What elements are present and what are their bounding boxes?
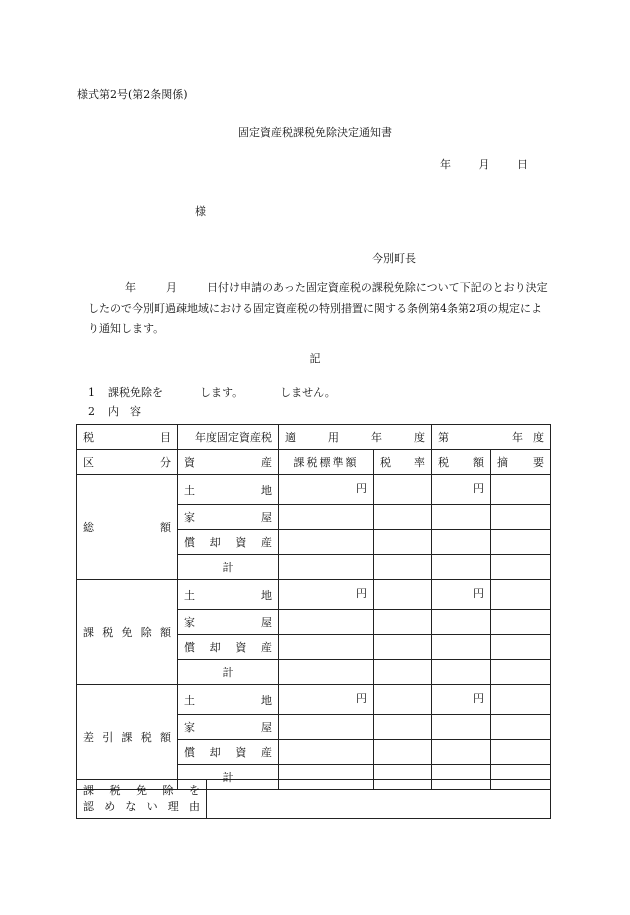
tax-base-yen: 円: [279, 580, 374, 610]
issuer: 今別町長: [372, 252, 416, 265]
addressee: 様: [195, 205, 206, 218]
asset-depreciable: 償 却 資 産: [178, 530, 279, 555]
asset-land: 土 地: [178, 475, 279, 505]
tax-table: [76, 424, 551, 790]
fiscal-year-tax: 年度固定資産税: [178, 425, 279, 450]
body-year: 年: [125, 281, 136, 294]
asset-land: 土 地: [178, 685, 279, 715]
document-title: 固定資産税課税免除決定通知書: [238, 126, 392, 139]
tax-amount-yen: 円: [432, 685, 491, 715]
asset-house: 家 屋: [178, 715, 279, 740]
asset-house: 家 屋: [178, 505, 279, 530]
applicable-year-header: 適 用 年 度: [279, 425, 432, 450]
item-1-option-dont: しません。: [280, 386, 336, 399]
item-2-number: 2: [88, 405, 95, 418]
table-row: [77, 685, 551, 715]
remarks-header: 摘 要: [491, 450, 551, 475]
asset-depreciable: 償 却 資 産: [178, 740, 279, 765]
body-text: 日付け申請のあった固定資産税の課税免除について下記のとおり決定したので今別町過疎地域における固定資産税の特別措置に関する条例第4条第2項の規定により通知します。: [88, 281, 548, 335]
asset-house: 家 屋: [178, 610, 279, 635]
tax-amount-yen: 円: [432, 475, 491, 505]
reason-row: [77, 780, 551, 819]
form-number: 様式第2号(第2条関係): [77, 88, 188, 101]
tax-amount-yen: 円: [432, 580, 491, 610]
tax-base-yen: 円: [279, 475, 374, 505]
section-exemption-label: 課 税 免 除 額: [77, 580, 178, 685]
tax-base-yen: 円: [279, 685, 374, 715]
item-1: [88, 384, 336, 400]
tax-rate-header: 税 率: [374, 450, 432, 475]
asset-total: 計: [178, 765, 279, 790]
tax-amount-header: 税 額: [432, 450, 491, 475]
body-month: 月: [166, 281, 177, 294]
table-row: [77, 475, 551, 505]
reason-table: [76, 779, 551, 819]
asset-land: 土 地: [178, 580, 279, 610]
asset-total: 計: [178, 660, 279, 685]
tax-rate-cell: [374, 475, 432, 505]
date-year: 年: [440, 158, 451, 171]
reason-value: [207, 780, 551, 819]
item-1-label: 課税免除を: [108, 386, 163, 399]
item-1-option-do: します。: [200, 386, 244, 399]
asset-depreciable: 償 却 資 産: [178, 635, 279, 660]
body-paragraph: [88, 278, 550, 340]
tax-item-header: 税 目: [77, 425, 178, 450]
ki-heading: 記: [309, 352, 321, 365]
reason-label: 課 税 免 除 を 認 め な い 理 由: [77, 780, 207, 819]
tax-base-header: 課税標準額: [279, 450, 374, 475]
asset-total: 計: [178, 555, 279, 580]
item-2: [88, 403, 141, 419]
date-line: [440, 156, 528, 172]
asset-header: 資 産: [178, 450, 279, 475]
category-header: 区 分: [77, 450, 178, 475]
date-month: 月: [478, 158, 490, 171]
table-row: [77, 580, 551, 610]
date-day: 日: [517, 158, 528, 171]
section-total-label: 総 額: [77, 475, 178, 580]
table-row-header: [77, 450, 551, 475]
section-net-label: 差 引 課 税 額: [77, 685, 178, 790]
item-1-number: 1: [88, 386, 95, 399]
item-2-label: 内 容: [108, 405, 141, 418]
remarks-cell: [491, 475, 551, 505]
table-row-tax-item: [77, 425, 551, 450]
applicable-year-value: 第 年 度: [432, 425, 551, 450]
